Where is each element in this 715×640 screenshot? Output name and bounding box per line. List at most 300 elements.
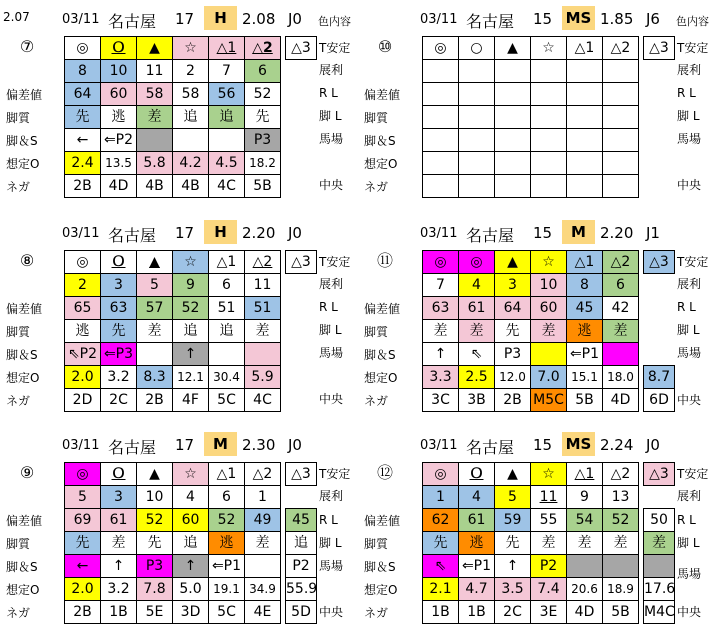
grid-cell: 5C <box>209 601 245 624</box>
grid-cell <box>567 555 603 578</box>
right-column <box>285 462 355 485</box>
grid-cell: 3E <box>531 601 567 624</box>
right-column <box>643 296 713 319</box>
grid-row <box>423 486 639 509</box>
grid-cell: 追 <box>173 106 209 129</box>
right-column <box>643 128 713 151</box>
race-field: 17 <box>175 436 195 454</box>
grid-cell: 34.9 <box>245 578 281 601</box>
grid-cell: 10 <box>531 274 567 297</box>
grid-cell <box>531 83 567 106</box>
grid-cell: 逃 <box>567 320 603 343</box>
extra-cell: 8.7 <box>643 365 675 389</box>
race-header <box>0 4 355 34</box>
race-jv: J0 <box>288 436 302 454</box>
grid-cell: 52 <box>173 297 209 320</box>
row-label: 脚＆S <box>364 560 396 574</box>
race-header <box>358 4 713 34</box>
row-label: 想定O <box>6 583 40 597</box>
grid-cell: 3.2 <box>101 366 137 389</box>
grid-cell <box>423 175 459 198</box>
grid-row <box>65 389 281 412</box>
right-label: R L <box>677 300 696 314</box>
grid-cell: 5B <box>603 601 639 624</box>
right-column <box>643 531 713 554</box>
race-venue: 名古屋 <box>108 438 157 457</box>
grid-cell: ◎ <box>423 463 459 486</box>
grid-cell <box>423 152 459 175</box>
grid-cell: 12.0 <box>495 366 531 389</box>
grid-cell: 先 <box>137 532 173 555</box>
grid-cell: 8 <box>567 274 603 297</box>
grid-cell: 5.0 <box>173 578 209 601</box>
right-label: 脚 L <box>319 536 342 550</box>
grid-cell: 差 <box>603 320 639 343</box>
extra-cell: 17.6 <box>643 577 675 601</box>
row-label: 脚＆S <box>364 348 396 362</box>
row-label: ネガ <box>364 394 389 408</box>
grid-cell <box>531 175 567 198</box>
row-label: ネガ <box>364 606 389 620</box>
grid-cell: △2 <box>603 251 639 274</box>
right-label: 脚 L <box>319 109 342 123</box>
grid-cell: 6 <box>209 274 245 297</box>
prediction-grid <box>64 462 281 624</box>
grid-row <box>423 601 639 624</box>
grid-cell: ◎ <box>423 251 459 274</box>
grid-cell: P3 <box>137 555 173 578</box>
row-label: 偏差値 <box>364 514 401 528</box>
race-date: 03/11 <box>420 226 458 241</box>
grid-cell: 60 <box>101 83 137 106</box>
grid-cell: △1 <box>567 251 603 274</box>
right-column <box>285 388 355 411</box>
grid-cell: ⇐P1 <box>209 555 245 578</box>
grid-cell: 逃 <box>459 532 495 555</box>
grid-cell: 差 <box>137 320 173 343</box>
row-label: 脚＆S <box>6 560 38 574</box>
right-label: 馬場 <box>677 567 702 581</box>
grid-cell: 18.9 <box>603 578 639 601</box>
grid-cell <box>245 555 281 578</box>
right-column <box>285 342 355 365</box>
grid-cell: 61 <box>459 297 495 320</box>
row-label: 偏差値 <box>364 302 401 316</box>
race-rc: 色内容 <box>318 15 351 28</box>
grid-cell: 1 <box>423 486 459 509</box>
grid-cell: 49 <box>245 509 281 532</box>
grid-row <box>65 37 281 60</box>
grid-cell: 64 <box>65 83 101 106</box>
row-label: 脚質 <box>364 537 389 551</box>
grid-cell: Ｏ <box>101 463 137 486</box>
row-label: ネガ <box>364 180 389 194</box>
right-label: 脚 L <box>677 109 700 123</box>
grid-cell: 10 <box>101 60 137 83</box>
grid-cell: 先 <box>423 532 459 555</box>
grid-cell <box>567 106 603 129</box>
grid-cell: 2D <box>65 389 101 412</box>
grid-cell: P2 <box>531 555 567 578</box>
grid-cell: 追 <box>209 320 245 343</box>
grid-cell: 追 <box>173 532 209 555</box>
race-header <box>0 218 355 248</box>
race-header <box>0 430 355 460</box>
grid-cell: 3D <box>173 601 209 624</box>
extra-cell: △3 <box>643 250 675 274</box>
grid-cell: 7.4 <box>531 578 567 601</box>
grid-cell <box>567 152 603 175</box>
grid-cell: 追 <box>173 320 209 343</box>
grid-cell: 63 <box>423 297 459 320</box>
grid-row <box>423 175 639 198</box>
grid-row <box>65 343 281 366</box>
grid-row <box>423 274 639 297</box>
right-label: 脚 L <box>319 323 342 337</box>
grid-cell: 7.0 <box>531 366 567 389</box>
grid-cell: 2C <box>101 389 137 412</box>
grid-cell: 2B <box>65 601 101 624</box>
race-grade: MS <box>562 6 595 30</box>
right-label: R L <box>319 86 338 100</box>
grid-cell <box>603 555 639 578</box>
right-label: 馬場 <box>319 346 344 360</box>
grid-cell <box>567 83 603 106</box>
grid-cell: △2 <box>245 251 281 274</box>
grid-row <box>423 106 639 129</box>
prediction-grid <box>422 250 639 412</box>
right-column <box>285 128 355 151</box>
grid-cell <box>423 60 459 83</box>
grid-cell: 4D <box>101 175 137 198</box>
grid-cell: 2.0 <box>65 366 101 389</box>
right-column <box>643 485 713 508</box>
grid-cell: P3 <box>495 343 531 366</box>
grid-cell: 3.5 <box>495 578 531 601</box>
race-venue: 名古屋 <box>108 12 157 31</box>
grid-cell: 逃 <box>209 532 245 555</box>
extra-cell: △3 <box>285 36 317 60</box>
grid-cell: ⇐P2 <box>101 129 137 152</box>
grid-cell: 6 <box>245 60 281 83</box>
grid-cell: 64 <box>495 297 531 320</box>
extra-cell: M4C <box>643 600 675 624</box>
right-column <box>643 600 713 623</box>
grid-cell <box>567 175 603 198</box>
grid-row <box>423 37 639 60</box>
prediction-grid <box>422 36 639 198</box>
grid-cell <box>531 152 567 175</box>
race-field: 15 <box>533 224 553 242</box>
extra-cell: △3 <box>285 462 317 486</box>
grid-cell: 逃 <box>65 320 101 343</box>
right-column <box>643 365 713 388</box>
grid-cell <box>603 343 639 366</box>
grid-row <box>65 175 281 198</box>
grid-cell: P3 <box>245 129 281 152</box>
right-column <box>285 174 355 197</box>
grid-row <box>423 83 639 106</box>
right-column <box>643 82 713 105</box>
grid-cell: 60 <box>173 509 209 532</box>
grid-cell: ← <box>65 555 101 578</box>
race-grade: M <box>562 220 595 244</box>
extra-cell: △3 <box>285 250 317 274</box>
grid-cell: 52 <box>209 509 245 532</box>
right-column <box>285 82 355 105</box>
race-panel <box>0 216 355 428</box>
race-date: 03/11 <box>62 226 100 241</box>
grid-row <box>65 83 281 106</box>
grid-cell: Ｏ <box>459 463 495 486</box>
grid-row <box>65 366 281 389</box>
grid-row <box>423 251 639 274</box>
grid-cell <box>603 175 639 198</box>
row-label: 脚＆S <box>6 134 38 148</box>
grid-cell: 11 <box>531 486 567 509</box>
grid-cell <box>531 129 567 152</box>
grid-cell: Ｏ <box>101 37 137 60</box>
right-label: 展利 <box>319 63 344 77</box>
race-odds: 2.24 <box>600 436 634 454</box>
grid-cell: △1 <box>567 463 603 486</box>
right-column <box>643 105 713 128</box>
grid-row <box>423 152 639 175</box>
row-label: ネガ <box>6 606 31 620</box>
grid-cell: 4.5 <box>209 152 245 175</box>
race-odds: 2.20 <box>600 224 634 242</box>
extra-cell: P2 <box>285 554 317 578</box>
grid-row <box>65 509 281 532</box>
right-label: T安定 <box>319 467 351 481</box>
right-label: 馬場 <box>319 559 344 573</box>
grid-cell: ⇐P1 <box>459 555 495 578</box>
grid-cell: ◎ <box>65 37 101 60</box>
race-venue: 名古屋 <box>108 226 157 245</box>
grid-cell: ▲ <box>495 251 531 274</box>
row-label: 脚質 <box>6 537 31 551</box>
grid-cell: 5.8 <box>137 152 173 175</box>
extra-cell: 45 <box>285 508 317 532</box>
race-number-badge: ⑧ <box>14 248 40 274</box>
right-label: 中央 <box>677 605 702 619</box>
grid-cell: 4B <box>137 175 173 198</box>
extra-cell: 5D <box>285 600 317 624</box>
race-panel <box>358 2 713 214</box>
grid-cell: 先 <box>65 532 101 555</box>
grid-cell: 2.5 <box>459 366 495 389</box>
row-label: 偏差値 <box>6 514 43 528</box>
grid-cell: 2 <box>173 60 209 83</box>
grid-cell: 2 <box>65 274 101 297</box>
grid-cell: ↑ <box>173 555 209 578</box>
grid-row <box>423 509 639 532</box>
grid-row <box>65 152 281 175</box>
right-column <box>285 485 355 508</box>
grid-cell <box>495 152 531 175</box>
grid-cell: ☆ <box>531 37 567 60</box>
right-column <box>285 577 355 600</box>
grid-cell: 3 <box>101 274 137 297</box>
extra-cell: 55.9 <box>285 577 317 601</box>
grid-cell: 58 <box>173 83 209 106</box>
right-column <box>643 388 713 411</box>
version-label: 2.07 <box>3 10 30 24</box>
grid-cell: 60 <box>531 297 567 320</box>
grid-cell <box>531 343 567 366</box>
extra-cell: △3 <box>643 36 675 60</box>
grid-cell: ☆ <box>173 463 209 486</box>
right-label: 展利 <box>319 277 344 291</box>
grid-row <box>423 60 639 83</box>
grid-cell <box>495 60 531 83</box>
extra-cell <box>643 554 675 578</box>
grid-cell: 5 <box>495 486 531 509</box>
right-column <box>643 554 713 581</box>
race-header <box>358 430 713 460</box>
race-venue: 名古屋 <box>466 226 515 245</box>
grid-cell: 2.4 <box>65 152 101 175</box>
grid-cell: 4 <box>173 486 209 509</box>
row-label: 想定O <box>364 371 398 385</box>
grid-cell: 差 <box>567 532 603 555</box>
row-label: 脚＆S <box>364 134 396 148</box>
race-jv: J6 <box>646 10 660 28</box>
grid-cell: 4D <box>603 389 639 412</box>
grid-cell: 63 <box>101 297 137 320</box>
race-panel <box>358 428 713 640</box>
race-jv: J0 <box>288 224 302 242</box>
grid-row <box>65 106 281 129</box>
grid-cell: 4B <box>173 175 209 198</box>
right-label: 脚 L <box>677 536 700 550</box>
grid-cell: 15.1 <box>567 366 603 389</box>
grid-cell <box>603 152 639 175</box>
grid-cell: ☆ <box>531 251 567 274</box>
right-column <box>285 365 355 388</box>
race-date: 03/11 <box>62 12 100 27</box>
right-label: 中央 <box>677 178 702 192</box>
row-label: 想定O <box>6 157 40 171</box>
grid-row <box>65 601 281 624</box>
right-label: 脚 L <box>677 323 700 337</box>
race-grade: MS <box>562 432 595 456</box>
grid-cell: 65 <box>65 297 101 320</box>
grid-cell <box>423 83 459 106</box>
grid-cell: 3 <box>495 274 531 297</box>
race-field: 15 <box>533 10 553 28</box>
right-label: 中央 <box>319 178 344 192</box>
grid-cell: 7.8 <box>137 578 173 601</box>
grid-cell: 58 <box>137 83 173 106</box>
right-column <box>285 151 355 174</box>
grid-cell: 7 <box>209 60 245 83</box>
grid-cell: 3 <box>101 486 137 509</box>
grid-cell: 1 <box>245 486 281 509</box>
grid-cell: 2.1 <box>423 578 459 601</box>
grid-cell <box>423 106 459 129</box>
race-odds: 2.20 <box>242 224 276 242</box>
grid-cell: 5C <box>209 389 245 412</box>
grid-cell: 先 <box>101 320 137 343</box>
grid-cell <box>423 129 459 152</box>
race-odds: 2.08 <box>242 10 276 28</box>
grid-row <box>65 555 281 578</box>
grid-row <box>423 320 639 343</box>
grid-cell: 3.3 <box>423 366 459 389</box>
grid-cell: 69 <box>65 509 101 532</box>
grid-cell: 20.6 <box>567 578 603 601</box>
grid-cell: 差 <box>101 532 137 555</box>
grid-cell: 59 <box>495 509 531 532</box>
grid-cell: 差 <box>137 106 173 129</box>
grid-cell: 52 <box>603 509 639 532</box>
right-column <box>643 273 713 296</box>
grid-cell: 18.2 <box>245 152 281 175</box>
right-label: 中央 <box>319 392 344 406</box>
grid-cell: 5 <box>137 274 173 297</box>
grid-cell: ↑ <box>495 555 531 578</box>
grid-cell: 11 <box>137 60 173 83</box>
grid-cell: 4F <box>173 389 209 412</box>
right-column <box>285 600 355 623</box>
right-column <box>285 105 355 128</box>
race-number-badge: ⑫ <box>372 460 398 486</box>
grid-cell: 52 <box>137 509 173 532</box>
grid-cell: △2 <box>603 463 639 486</box>
right-column <box>643 319 713 342</box>
grid-cell: 11 <box>245 274 281 297</box>
right-column <box>643 508 713 531</box>
right-label: R L <box>319 300 338 314</box>
grid-cell: 先 <box>495 532 531 555</box>
grid-cell: 2B <box>137 389 173 412</box>
right-column <box>643 462 713 485</box>
grid-cell: ⇖ <box>459 343 495 366</box>
grid-cell <box>603 83 639 106</box>
grid-cell: 10 <box>137 486 173 509</box>
row-label: 想定O <box>6 371 40 385</box>
right-column <box>285 250 355 273</box>
grid-cell: Ｏ <box>101 251 137 274</box>
row-label: 脚質 <box>6 111 31 125</box>
grid-cell <box>567 129 603 152</box>
grid-cell: 6 <box>209 486 245 509</box>
grid-row <box>423 366 639 389</box>
grid-cell: ☆ <box>531 463 567 486</box>
grid-cell: ◎ <box>423 37 459 60</box>
grid-cell: 9 <box>173 274 209 297</box>
grid-cell: 4C <box>209 175 245 198</box>
grid-cell: ↑ <box>173 343 209 366</box>
race-jv: J0 <box>646 436 660 454</box>
right-column <box>285 273 355 296</box>
right-column <box>285 36 355 59</box>
grid-cell: 差 <box>531 532 567 555</box>
grid-cell: 差 <box>245 532 281 555</box>
grid-cell: 5B <box>245 175 281 198</box>
grid-row <box>65 297 281 320</box>
grid-cell: 5 <box>65 486 101 509</box>
extra-cell: 6D <box>643 388 675 412</box>
grid-row <box>65 532 281 555</box>
row-label: ネガ <box>6 394 31 408</box>
grid-cell <box>459 106 495 129</box>
grid-cell: 2.0 <box>65 578 101 601</box>
grid-cell <box>459 60 495 83</box>
grid-cell <box>137 129 173 152</box>
grid-cell: 先 <box>245 106 281 129</box>
